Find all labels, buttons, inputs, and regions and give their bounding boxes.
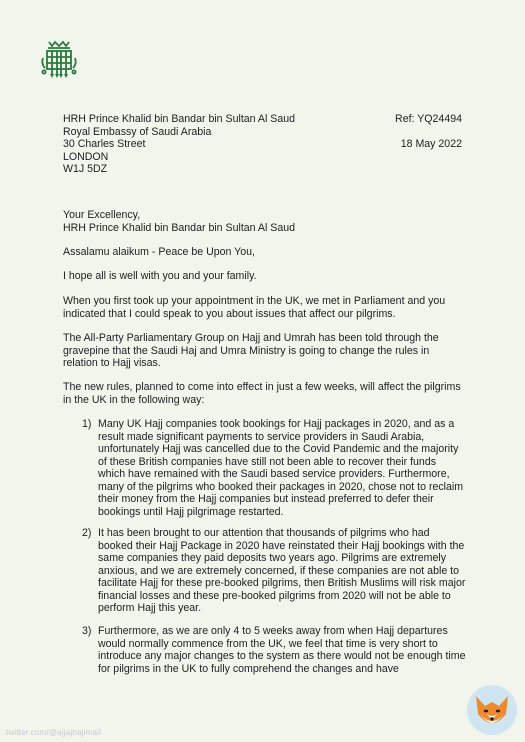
list-text: Many UK Hajj companies took bookings for Hajj packages in 2020, and as a result made significant payments to service providers in Saudi Arabia, unfortunately Hajj was cancelled due to the Covid Pandemic and the majority of these British companies have still not been able to recover their funds which have remained with the Saudi based service providers. Furthermore, many of the pilgrims who booked their packages in 2020, chose not to reclaim their money from the Hajj companies but instead preferred to defer their bookings until Hajj pilgrimage restarted.	[98, 418, 464, 518]
list-item	[82, 625, 466, 675]
paragraph: I hope all is well with you and your family.	[63, 270, 257, 282]
letter-meta	[395, 113, 462, 151]
letter-date: 18 May 2022	[400, 138, 462, 150]
reference-number: Ref: YQ24494	[395, 113, 462, 125]
paragraph: When you first took up your appointment in the UK, we met in Parliament and you indicated that I could speak to you about issues that affect our pilgrims.	[63, 295, 446, 320]
list-text: It has been brought to our attention that thousands of pilgrims who had booked their Hajj Package in 2020 have reinstated their Hajj bookings with the same companies they paid deposits two years ago. Pilgrims are extremely anxious, and we are extremely concerned, if these companies are not able to facilitate Hajj for these pre-booked pilgrims, then British Muslims will risk major financial losses and these pre-booked pilgrims from 2020 will not be able to perform Hajj this year.	[98, 527, 466, 614]
paragraph: The All-Party Parliamentary Group on Hajj and Umrah has been told through the gravepine that the Saudi Haj and Umra Ministry is going to change the rules in relation to Hajj visas.	[63, 332, 439, 369]
paragraph: The new rules, planned to come into effect in just a few weeks, will affect the pilgrims in the UK in the following way:	[63, 381, 461, 406]
list-number: 2)	[82, 527, 92, 539]
recipient-line: LONDON	[63, 150, 109, 163]
recipient-line: Royal Embassy of Saudi Arabia	[63, 125, 212, 138]
portcullis-logo	[40, 38, 78, 80]
fox-logo-icon	[466, 684, 518, 736]
salutation-line: HRH Prince Khalid bin Bandar bin Sultan Al Saud	[63, 221, 296, 234]
greeting: Assalamu alaikum - Peace be Upon You,	[63, 246, 255, 258]
salutation-line: Your Excellency,	[63, 209, 141, 221]
recipient-line: HRH Prince Khalid bin Bandar bin Sultan Al Saud	[63, 113, 296, 125]
recipient-line: 30 Charles Street	[63, 138, 146, 150]
list-item	[82, 418, 466, 518]
list-text: Furthermore, as we are only 4 to 5 weeks away from when Hajj departures would normally commence from the UK, we feel that time is very short to introduce any major changes to the system as there would not be enough time for pilgrims in the UK to fully comprehend the changes and have	[98, 625, 466, 675]
list-number: 1)	[82, 418, 92, 430]
salutation	[63, 209, 463, 234]
recipient-address	[63, 113, 295, 176]
list-number: 3)	[82, 625, 92, 637]
list-item	[82, 527, 466, 615]
watermark-url: twitter.com/@ajjajhajimail	[6, 728, 102, 737]
recipient-line: W1J 5DZ	[63, 163, 108, 175]
